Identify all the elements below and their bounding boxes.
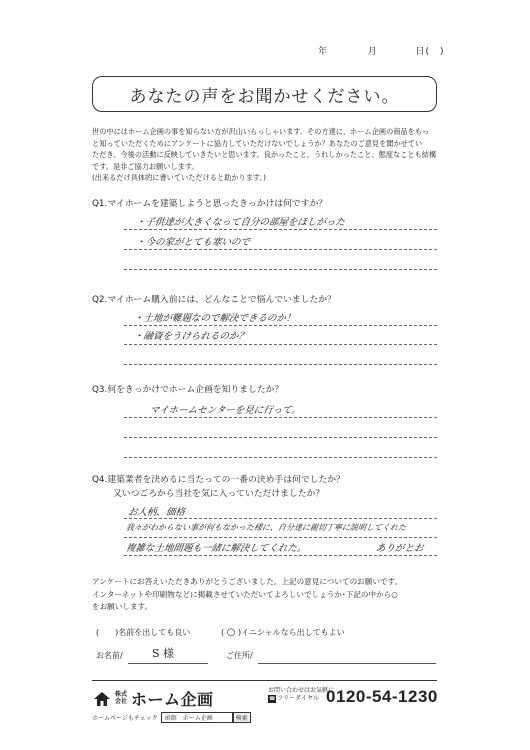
answer-4-2: 我々がわからない事が何もなかった様に、自分達に親切丁寧に説明してくれた: [125, 523, 407, 532]
company-name: ホーム企画: [131, 690, 214, 709]
address-label: ご住所/: [226, 651, 253, 660]
free-dial-icon: ☎: [269, 696, 276, 702]
intro-line: 世の中にはホーム企画の事を知らない方が沢山いらっしゃいます。その方達に、ホーム企画の商品をもっ: [92, 127, 430, 136]
answer-line: [124, 325, 437, 326]
answer-line: [124, 269, 437, 270]
name-value: S 様: [152, 647, 175, 660]
answer-3-1: マイホームセンターを見に行って。: [149, 405, 302, 416]
phone-number: 0120-54-1230: [326, 687, 438, 706]
intro-line: です。是非ご協力お願いします。: [92, 161, 199, 171]
day-label: 日( ): [415, 47, 445, 57]
option-initial-label: イニシャルなら出してもよい: [241, 628, 345, 637]
page-title: あなたの声をお聞かせください。: [92, 76, 437, 112]
answer-2-1: ・土地が難題なので解決できるのか！: [133, 313, 297, 324]
intro-line: と知っていただくためにアンケートに協力していただけないでしょうか？あなたのご意見を聞かせてい: [92, 138, 423, 148]
closing-text: [92, 576, 402, 614]
company-logo: [92, 687, 214, 710]
contact-label: お問い合わせはお気軽に: [268, 687, 335, 694]
intro-line: ただき、今後の活動に反映していきたいと思います。良かったこと、うれしかったこと、態度なことも結構: [92, 150, 437, 159]
intro-text: [92, 126, 442, 184]
free-dial-label: [268, 695, 334, 703]
year-label: 年: [318, 47, 329, 57]
answer-1-2: ・今の家がとても寒いので: [135, 237, 251, 248]
answer-line: [124, 344, 437, 345]
answer-line: [124, 555, 437, 556]
answer-line: [124, 518, 437, 519]
question-4: Q4.建築業者を決めるに当たっての一番の決め手は何でしたか？: [92, 475, 345, 485]
closing-line: アンケートにお答えいただきありがとうございました。上記の意見についてのお願いです。: [92, 577, 403, 586]
option-name-ok[interactable]: ( )名前を出しても良い: [96, 628, 191, 637]
answer-1-1: ・子供達が大きくなって自分の部屋をほしがった: [135, 217, 346, 228]
free-dial-text: フリーダイヤル: [277, 695, 319, 702]
answer-line: [124, 417, 437, 418]
intro-line: (出来るだけ具体的に書いていただけると助かります。): [92, 173, 266, 182]
date-line: [318, 44, 445, 57]
search-row: [92, 712, 251, 723]
answer-4-4: ありがとお: [375, 543, 425, 554]
footer-divider: [92, 680, 437, 681]
question-4-sub: 又いつごろから当社を気に入っていただけましたか？: [113, 489, 325, 499]
address-underline: [258, 663, 436, 664]
question-3: Q3.何をきっかけでホーム企画を知りましたか？: [92, 385, 284, 395]
contact-block: [268, 687, 334, 703]
answer-2-2: ・融資をうけられるのか？: [133, 331, 249, 342]
month-label: 月: [367, 47, 378, 57]
circle-mark: ○: [226, 627, 236, 638]
answer-4-1: お人柄、価格: [127, 507, 186, 518]
answer-line: [124, 249, 437, 250]
search-button[interactable]: 検索: [233, 712, 251, 723]
search-label: ホームページもチェック: [92, 715, 158, 722]
answer-line: [124, 457, 437, 458]
closing-line: インターネットや印刷物などに掲載させていただいてよろしいでしょうか･下記の中から○: [92, 589, 398, 599]
house-logo-icon: [92, 690, 112, 708]
option-initial[interactable]: ( ○ )イニシャルなら出してもよい: [221, 627, 345, 638]
question-1: Q1.マイホームを建築しようと思ったきっかけは何ですか？: [92, 199, 328, 209]
question-2: Q2.マイホーム購入前には、どんなことで悩んでいましたか？: [92, 295, 336, 305]
answer-line: [124, 437, 437, 438]
answer-line: [124, 364, 437, 365]
answer-line: [124, 537, 437, 538]
name-label: お名前/: [96, 651, 123, 660]
closing-line: をお願いします。: [92, 602, 153, 611]
search-input[interactable]: 函館 ホーム企画: [161, 712, 233, 723]
name-underline: [128, 663, 208, 664]
answer-4-3: 複雑な土地問題も一緒に解決してくれた。: [125, 543, 308, 554]
answer-line: [124, 229, 437, 230]
kabushiki-label: 株式会社: [115, 691, 128, 705]
